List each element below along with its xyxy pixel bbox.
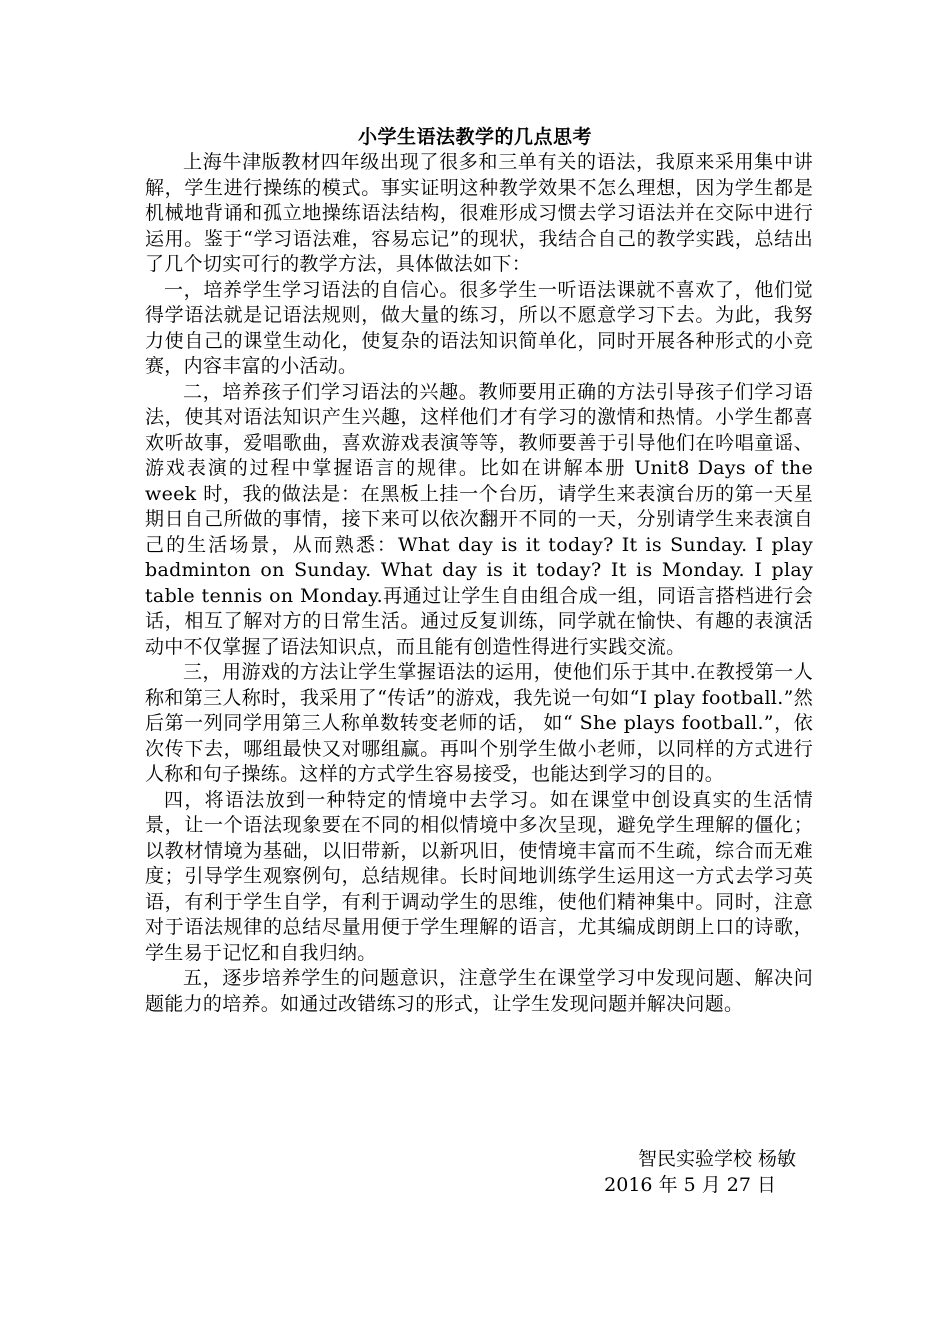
intro-paragraph: 上海牛津版教材四年级出现了很多和三单有关的语法，我原来采用集中讲解，学生进行操练的模式。事实证明这种教学效果不怎么理想，因为学生都是机械地背诵和孤立地操练语法结构，很难形成习惯去学习语法并在交际中进行运用。鉴于“学习语法难，容易忘记”的现状，我结合自己的教学实践，总结出了几个切实可行的教学方法，具体做法如下： xyxy=(145,151,813,275)
paragraph-1: 一，培养学生学习语法的自信心。很多学生一听语法课就不喜欢了，他们觉得学语法就是记语法规则，做大量的练习，所以不愿意学习下去。为此，我努力使自己的课堂生动化，使复杂的语法知识简单化，同时开展各种形式的小竞赛，内容丰富的小活动。 xyxy=(145,278,813,377)
document-body xyxy=(145,150,813,1017)
signature-block xyxy=(560,1146,800,1198)
paragraph-5: 五，逐步培养学生的问题意识，注意学生在课堂学习中发现问题、解决问题能力的培养。如通过改错练习的形式，让学生发现问题并解决问题。 xyxy=(145,967,813,1015)
paragraph-4: 四，将语法放到一种特定的情境中去学习。如在课堂中创设真实的生活情景，让一个语法现象要在不同的相似情境中多次呈现，避免学生理解的僵化；以教材情境为基础，以旧带新，以新巩旧，使情境丰富而不生疏，综合而无难度；引导学生观察例句，总结规律。长时间地训练学生运用这一方式去学习英语，有利于学生自学，有利于调动学生的思维，使他们精神集中。同时，注意对于语法规律的总结尽量用便于学生理解的语言，尤其编成朗朗上口的诗歌，学生易于记忆和自我归纳。 xyxy=(145,788,813,964)
signature-date: 2016 年 5 月 27 日 xyxy=(604,1174,776,1196)
paragraph-3: 三，用游戏的方法让学生掌握语法的运用，使他们乐于其中.在教授第一人称和第三人称时，我采用了“传话”的游戏，我先说一句如“I play football.”然后第一列同学用第三人称单数转变老师的话， 如“ She plays football.”，依次传下去，哪组最快又对哪组赢。再叫个别学生做小老师，以同样的方式进行人称和句子操练。这样的方式学生容易接受，也能达到学习的目的。 xyxy=(145,661,813,785)
paragraph-2: 二，培养孩子们学习语法的兴趣。教师要用正确的方法引导孩子们学习语法，使其对语法知识产生兴趣，这样他们才有学习的激情和热情。小学生都喜欢听故事，爱唱歌曲，喜欢游戏表演等等，教师要善于引导他们在吟唱童谣、游戏表演的过程中掌握语言的规律。比如在讲解本册 Unit8 Days of the week 时，我的做法是：在黑板上挂一个台历，请学生来表演台历的第一天星期日自己所做的事情，接下来可以依次翻开不同的一天，分别请学生来表演自己的生活场景，从而熟悉：What day is it today? It is Sunday. I play badminton on Sunday. What day is it today? It is Monday. I play table tennis on Monday.再通过让学生自由组合成一组，同语言搭档进行会话，相互了解对方的日常生活。通过反复训练，同学就在愉快、有趣的表演活动中不仅掌握了语法知识点，而且能有创造性得进行实践交流。 xyxy=(145,380,813,658)
document-title: 小学生语法教学的几点思考 xyxy=(357,126,592,148)
signature-school-author: 智民实验学校 杨敏 xyxy=(637,1148,796,1170)
